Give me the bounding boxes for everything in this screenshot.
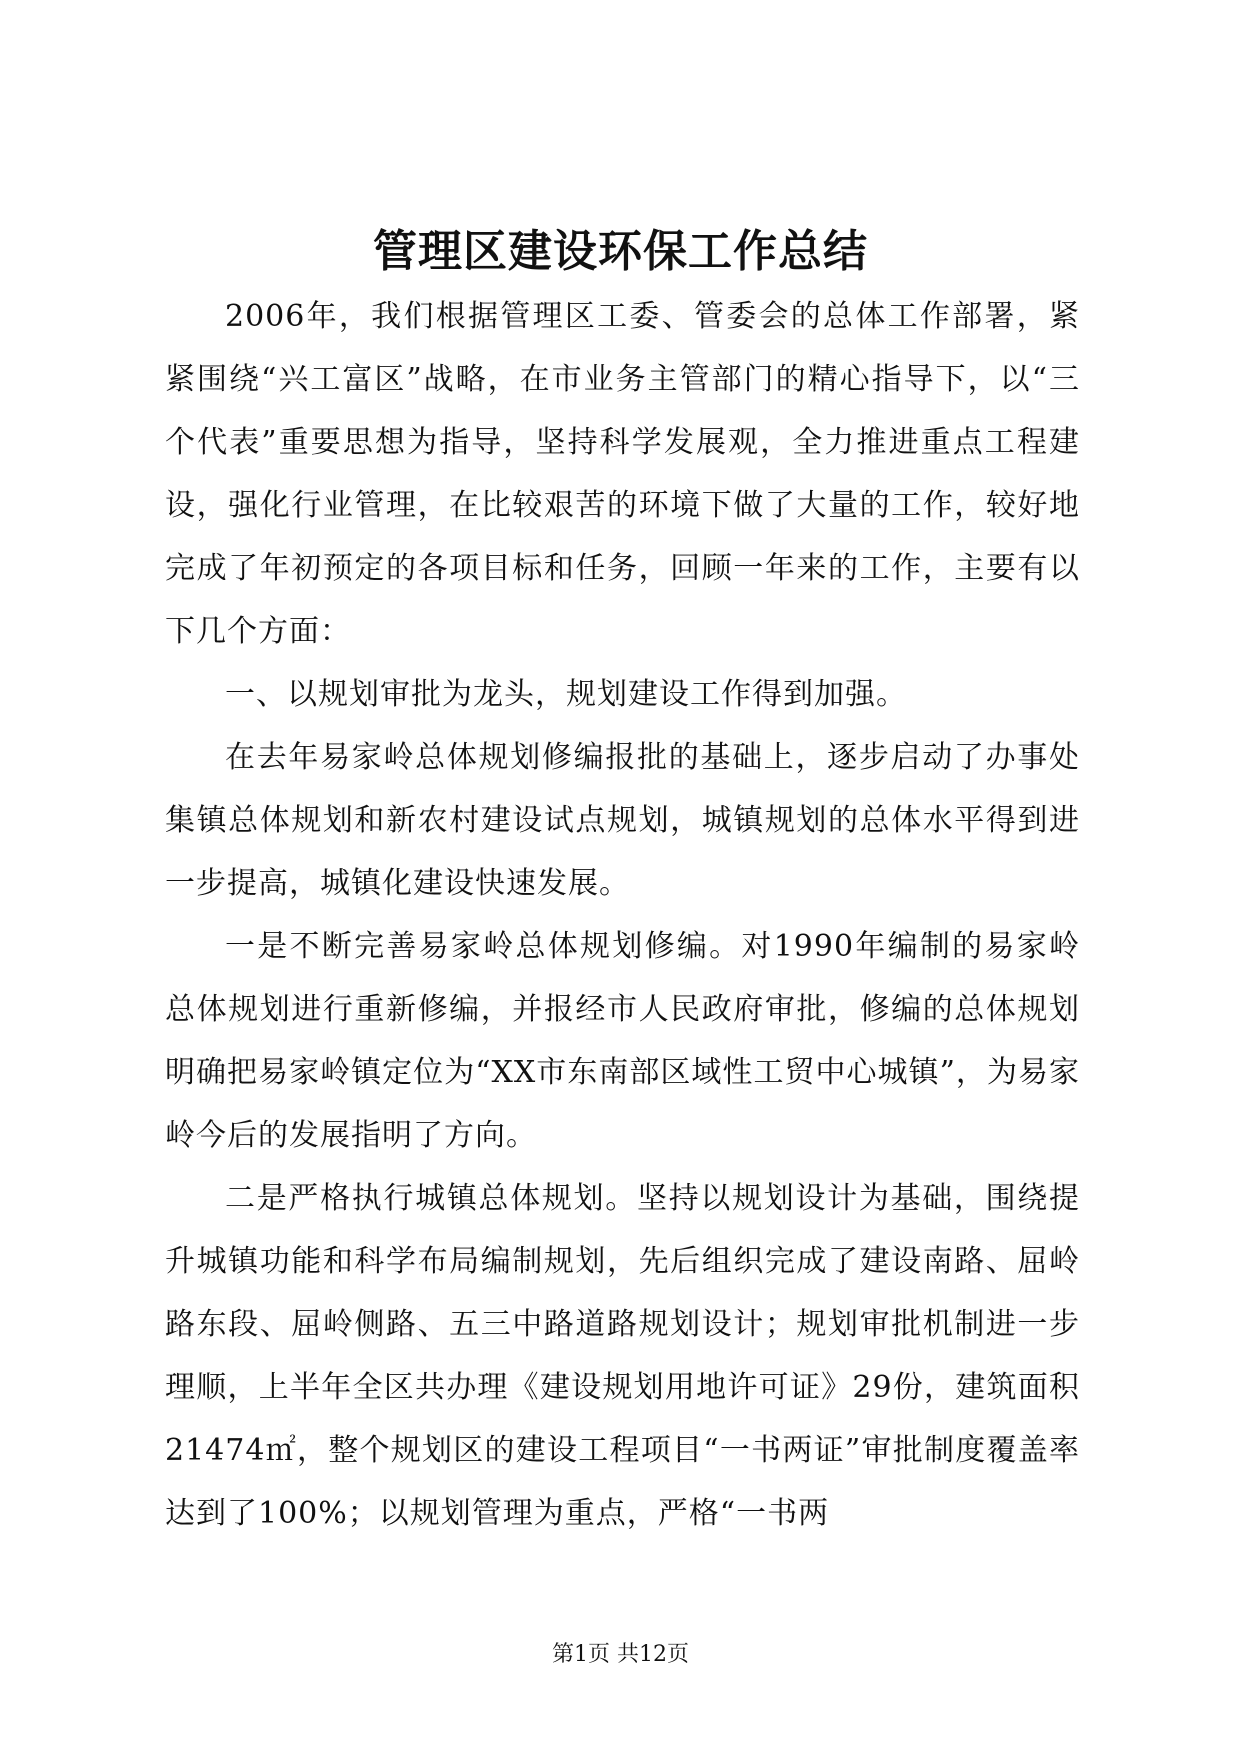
paragraph-intro: 2006年，我们根据管理区工委、管委会的总体工作部署，紧紧围绕“兴工富区”战略，在市业务主管部门的精心指导下，以“三个代表”重要思想为指导，坚持科学发展观，全力推进重点工程建设，强化行业管理，在比较艰苦的环境下做了大量的工作，较好地完成了年初预定的各项目标和任务，回顾一年来的工作，主要有以下几个方面： [165,299,1080,649]
paragraph-section-heading: 一、以规划审批为龙头，规划建设工作得到加强。 [225,677,907,712]
paragraph-planning: 在去年易家岭总体规划修编报批的基础上，逐步启动了办事处集镇总体规划和新农村建设试点规划，城镇规划的总体水平得到进一步提高，城镇化建设快速发展。 [165,740,1080,901]
paragraph-point-two: 二是严格执行城镇总体规划。坚持以规划设计为基础，围绕提升城镇功能和科学布局编制规划，先后组织完成了建设南路、屈岭路东段、屈岭侧路、五三中路道路规划设计；规划审批机制进一步理顺，上半年全区共办理《建设规划用地许可证》29份，建筑面积21474㎡，整个规划区的建设工程项目“一书两证”审批制度覆盖率达到了100%；以规划管理为重点，严格“一书两 [165,1181,1080,1531]
page-number-label: 第1页 共12页 [552,1642,689,1667]
document-body [165,285,1080,1545]
paragraph-point-one: 一是不断完善易家岭总体规划修编。对1990年编制的易家岭总体规划进行重新修编，并报经市人民政府审批，修编的总体规划明确把易家岭镇定位为“XX市东南部区域性工贸中心城镇”，为易家岭今后的发展指明了方向。 [165,929,1080,1153]
document-title: 管理区建设环保工作总结 [373,226,868,277]
page-footer [0,1640,1241,1670]
